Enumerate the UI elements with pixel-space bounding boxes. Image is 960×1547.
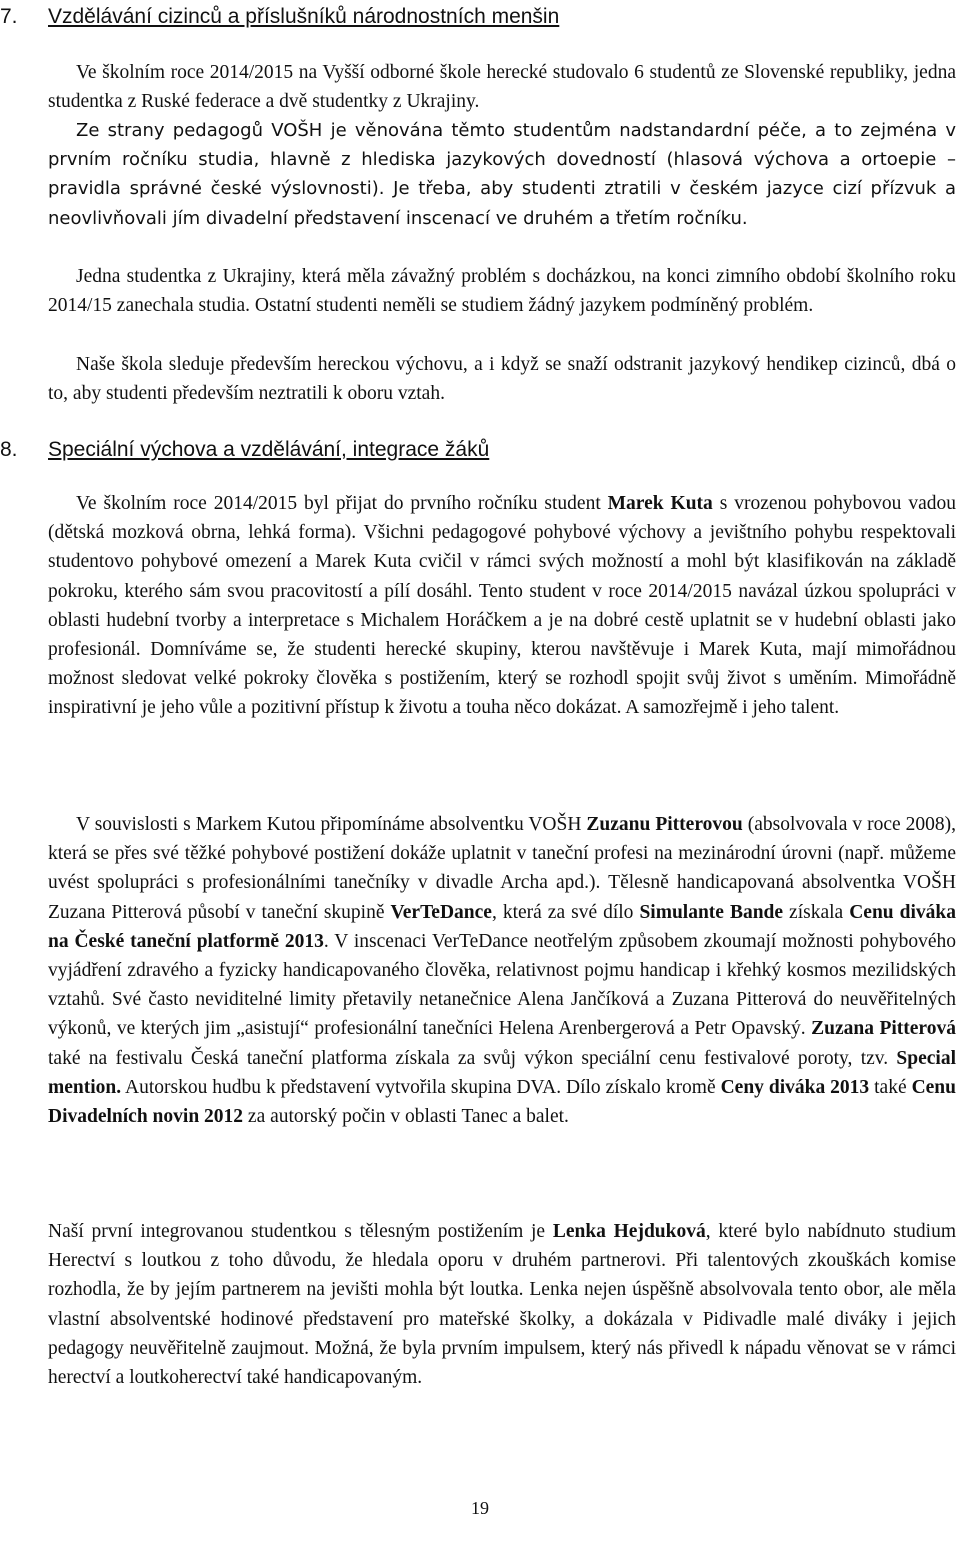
paragraph: V souvislosti s Markem Kutou připomínáme absolventku VOŠH Zuzanu Pitterovou (absolvovala v roce 2008), která se přes své těžké pohybové postižení dokáže uplatnit v taneční profesi na mezinárodní úrovni (např. můžeme uvést spolupráci s profesionálními tanečníky v divadle Archa apd.). Tělesně handicapovaná absolventka VOŠH Zuzana Pitterová působí v taneční skupině VerTeDance, která za své dílo Simulante Bande získala Cenu diváka na České taneční platformě 2013. V inscenaci VerTeDance neotřelým způsobem zkoumají možnosti pohybového vyjádření zdravého a fyzicky handicapovaného člověka, relativnost pojmu handicap i křehký kosmos mezilidských vztahů. Své často neviditelné limity přetavily netanečnice Alena Jančíková a Zuzana Pitterová do neuvěřitelných výkonů, ve kterých jim „asistují“ profesionální tanečníci Helena Arenbergerová a Petr Opavský. Zuzana Pitterová také na festivalu Česká taneční platforma získala za svůj výkon speciální cenu festivalové poroty, tzv. Special mention. Autorskou hudbu k představení vytvořila skupina DVA. Dílo získalo kromě Ceny diváka 2013 také Cenu Divadelních novin 2012 za autorský počin v oblasti Tanec a balet.: [48, 814, 956, 1128]
paragraph: Jedna studentka z Ukrajiny, která měla závažný problém s docházkou, na konci zimního období školního roku 2014/15 zanechala studia. Ostatní studenti neměli se studiem žádný jazykem podmíněný problém.: [48, 266, 956, 317]
paragraph: Ve školním roce 2014/2015 na Vyšší odborné škole herecké studovalo 6 studentů ze Slovenské republiky, jedna studentka z Ruské federace a dvě studentky z Ukrajiny.: [48, 62, 956, 113]
paragraph: Naše škola sleduje především hereckou výchovu, a i když se snaží odstranit jazykový hendikep cizinců, dbá o to, aby studenti především neztratili k oboru vztah.: [48, 354, 956, 405]
section-title: Speciální výchova a vzdělávání, integrace žáků: [48, 438, 490, 461]
section-number: 7.: [0, 5, 18, 28]
paragraph: Ve školním roce 2014/2015 byl přijat do prvního ročníku student Marek Kuta s vrozenou pohybovou vadou (dětská mozková obrna, lehká forma). Všichni pedagogové pohybové výchovy a jevištního pohybu respektovali studentovo pohybové omezení a Marek Kuta cvičil v rámci svých možností a mohl být klasifikován na základě pokroku, kterého sám svou pracovitostí a pílí dosáhl. Tento student v roce 2014/2015 navázal úzkou spolupráci v oblasti hudební tvorby a interpretace s Michalem Horáčkem a je na dobré cestě uplatnit se v hudební oblasti jako profesionál. Domníváme se, že studenti herecké skupiny, kterou navštěvuje i Marek Kuta, mají mimořádnou možnost sledovat velké pokroky člověka s postižením, který se rozhodl spojit svůj život s uměním. Mimořádně inspirativní je jeho vůle a pozitivní přístup k životu a touha něco dokázat. A samozřejmě i jeho talent.: [48, 493, 956, 719]
section-number: 8.: [0, 438, 18, 461]
section-title: Vzdělávání cizinců a příslušníků národnostních menšin: [48, 5, 560, 28]
page-number: 19: [471, 1498, 489, 1518]
paragraph: Ze strany pedagogů VOŠH je věnována těmto studentům nadstandardní péče, a to zejména v prvním ročníku studia, hlavně z hlediska jazykových dovedností (hlasová výchova a ortoepie – pravidla správné české výslovnosti). Je třeba, aby studenti ztratili v českém jazyce cizí přízvuk a neovlivňovali jím divadelní představení inscenací ve druhém a třetím ročníku.: [48, 120, 957, 229]
paragraph: Naší první integrovanou studentkou s tělesným postižením je Lenka Hejduková, které bylo nabídnuto studium Herectví s loutkou z toho důvodu, že hledala oporu v druhém partnerovi. Při talentových zkouškách komise rozhodla, že by jejím partnerem na jevišti mohla být loutka. Lenka nejen úspěšně absolvovala tento obor, ale měla vlastní absolventské hodinové představení pro mateřské školky, a dokázala v Pidivadle malé diváky i jejich pedagogy neuvěřitelně zaujmout. Možná, že byla prvním impulsem, který nás přivedl k nápadu věnovat se v rámci herectví a loutkoherectví také handicapovaným.: [48, 1221, 956, 1389]
